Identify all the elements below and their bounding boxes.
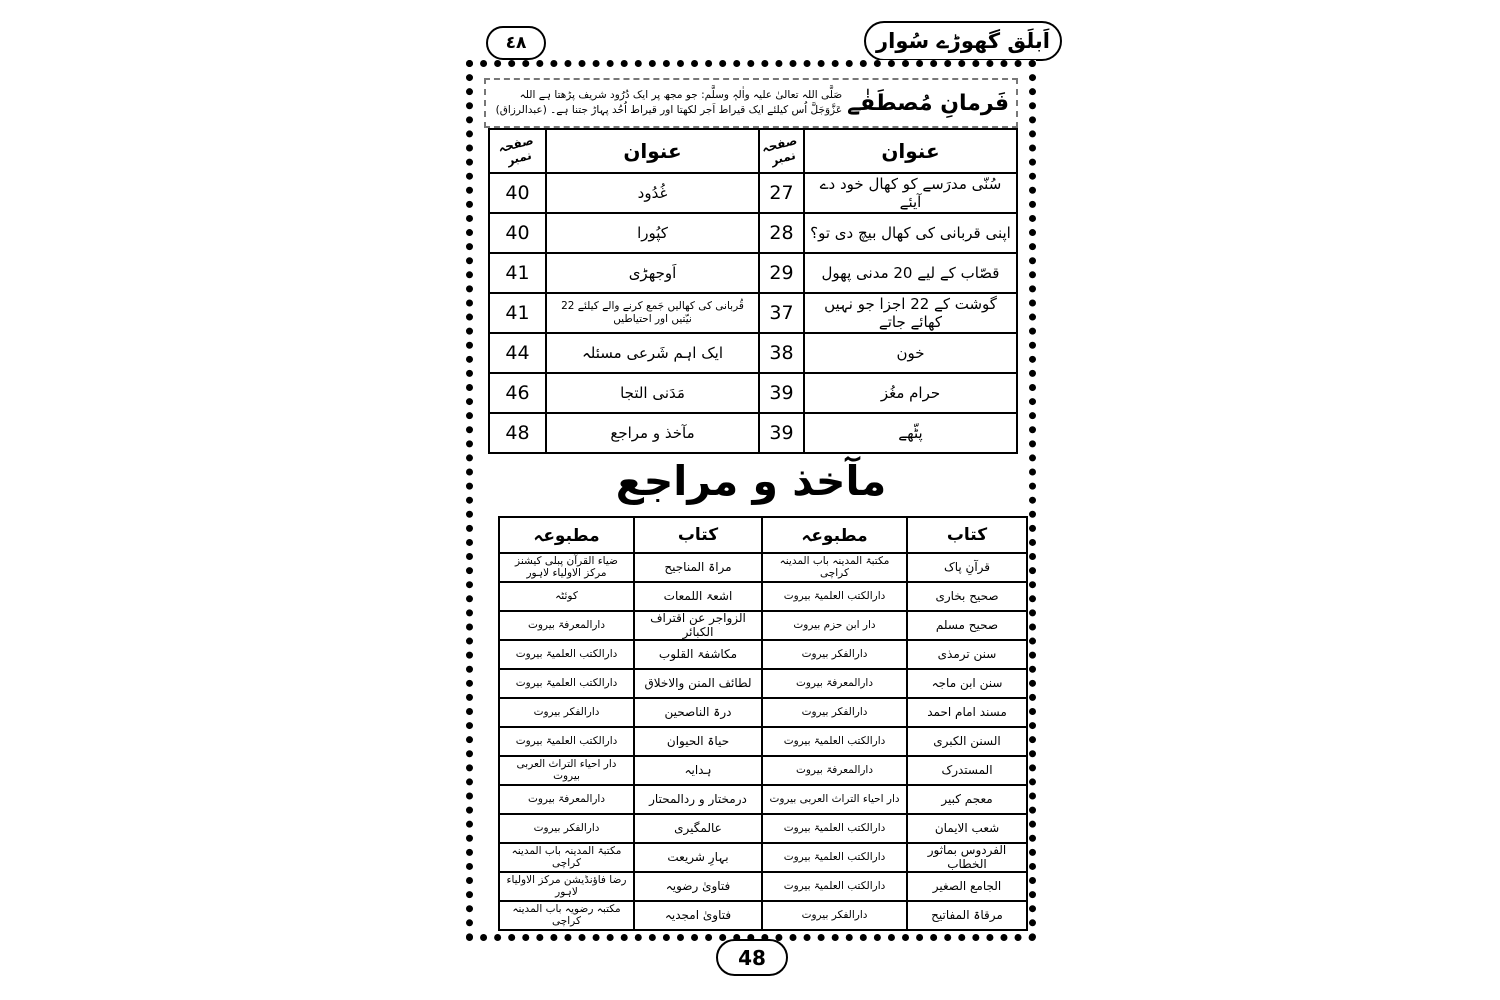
hadith-box bbox=[484, 78, 1018, 128]
refs-header-book-left: کتاب bbox=[634, 517, 762, 553]
reference-row bbox=[499, 698, 1027, 727]
page-number-top-badge bbox=[486, 26, 546, 60]
ref-publisher-left: کوئٹہ bbox=[499, 582, 634, 611]
toc-page-right: 27 bbox=[759, 173, 804, 213]
reference-row bbox=[499, 727, 1027, 756]
toc-header-page-right: صفحہ نمبر bbox=[754, 124, 808, 178]
ref-publisher-left: مکتبہ رضویہ باب المدینہ کراچی bbox=[499, 901, 634, 930]
toc-page-left: 41 bbox=[489, 293, 546, 333]
reference-row bbox=[499, 582, 1027, 611]
book-title-label: اَبلَق گھوڑے سُوار bbox=[876, 29, 1050, 53]
ref-book-right: الجامع الصغیر bbox=[907, 872, 1027, 901]
ref-book-left: لطائف المنن والاخلاق bbox=[634, 669, 762, 698]
table-of-contents bbox=[488, 128, 1018, 454]
toc-row bbox=[489, 333, 1017, 373]
refs-header-book-right: کتاب bbox=[907, 517, 1027, 553]
toc-header-title-right: عنوان bbox=[804, 129, 1017, 173]
refs-header-publisher-right: مطبوعہ bbox=[762, 517, 907, 553]
ref-book-left: عالمگیری bbox=[634, 814, 762, 843]
toc-title-left: ایک اہم شَرعی مسئلہ bbox=[546, 333, 759, 373]
reference-row bbox=[499, 843, 1027, 872]
ref-book-left: اشعۃ اللمعات bbox=[634, 582, 762, 611]
ref-book-right: السنن الکبری bbox=[907, 727, 1027, 756]
hadith-lead: فَرمانِ مُصطَفٰے bbox=[847, 90, 1009, 116]
ref-publisher-right: دارالکتب العلمیۃ بیروت bbox=[762, 582, 907, 611]
ref-publisher-right: دار ابن حزم بیروت bbox=[762, 611, 907, 640]
ref-book-right: شعب الایمان bbox=[907, 814, 1027, 843]
reference-row bbox=[499, 785, 1027, 814]
ref-book-left: درۃ الناصحین bbox=[634, 698, 762, 727]
ref-publisher-right: دارالکتب العلمیۃ بیروت bbox=[762, 814, 907, 843]
toc-header-page-left: صفحہ نمبر bbox=[485, 123, 551, 179]
toc-page-right: 38 bbox=[759, 333, 804, 373]
toc-row bbox=[489, 373, 1017, 413]
toc-page-left: 44 bbox=[489, 333, 546, 373]
toc-row bbox=[489, 293, 1017, 333]
ref-publisher-right: دارالمعرفۃ بیروت bbox=[762, 756, 907, 785]
toc-title-right: خون bbox=[804, 333, 1017, 373]
ref-publisher-left: ضیاء القرآن پبلی کیشنز مرکز الاولیاء لاہور bbox=[499, 553, 634, 582]
ref-book-right: مرقاۃ المفاتیح bbox=[907, 901, 1027, 930]
toc-title-left: غُدُود bbox=[546, 173, 759, 213]
ref-publisher-right: دارالفکر بیروت bbox=[762, 698, 907, 727]
ref-book-left: فتاویٰ امجدیہ bbox=[634, 901, 762, 930]
reference-row bbox=[499, 640, 1027, 669]
toc-title-left: مَدَنی التجا bbox=[546, 373, 759, 413]
toc-title-left: مآخذ و مراجع bbox=[546, 413, 759, 453]
ref-publisher-right: دارالفکر بیروت bbox=[762, 901, 907, 930]
ref-publisher-left: دار احیاء التراث العربی بیروت bbox=[499, 756, 634, 785]
ref-publisher-left: دارالکتب العلمیۃ بیروت bbox=[499, 640, 634, 669]
toc-page-right: 29 bbox=[759, 253, 804, 293]
toc-row bbox=[489, 253, 1017, 293]
ref-publisher-right: دار احیاء التراث العربی بیروت bbox=[762, 785, 907, 814]
ref-book-left: ہدایہ bbox=[634, 756, 762, 785]
ref-publisher-right: دارالکتب العلمیۃ بیروت bbox=[762, 843, 907, 872]
page-frame bbox=[466, 60, 1036, 941]
toc-page-right: 28 bbox=[759, 213, 804, 253]
toc-title-right: پٹّھے bbox=[804, 413, 1017, 453]
toc-row bbox=[489, 173, 1017, 213]
toc-header-row bbox=[489, 129, 1017, 173]
ref-publisher-left: دارالفکر بیروت bbox=[499, 698, 634, 727]
ref-publisher-right: دارالکتب العلمیۃ بیروت bbox=[762, 727, 907, 756]
toc-title-right: حرام مغُز bbox=[804, 373, 1017, 413]
reference-row bbox=[499, 814, 1027, 843]
references-table bbox=[498, 516, 1028, 931]
toc-header-title-left: عنوان bbox=[546, 129, 759, 173]
ref-book-left: مکاشفۃ القلوب bbox=[634, 640, 762, 669]
ref-book-left: بہارِ شریعت bbox=[634, 843, 762, 872]
toc-title-right: سُنّی مدرَسے کو کھال خود دے آیئے bbox=[804, 173, 1017, 213]
reference-row bbox=[499, 872, 1027, 901]
toc-page-left: 40 bbox=[489, 213, 546, 253]
toc-page-left: 46 bbox=[489, 373, 546, 413]
refs-body bbox=[499, 553, 1027, 930]
toc-title-right: قصّاب کے لیے 20 مدنی پھول bbox=[804, 253, 1017, 293]
ref-publisher-left: دارالکتب العلمیۃ بیروت bbox=[499, 727, 634, 756]
ref-book-left: الزواجر عن اقتراف الکبائر bbox=[634, 611, 762, 640]
toc-title-left: اَوجھڑی bbox=[546, 253, 759, 293]
reference-row bbox=[499, 611, 1027, 640]
ref-book-right: سنن ابن ماجہ bbox=[907, 669, 1027, 698]
reference-row bbox=[499, 756, 1027, 785]
ref-book-right: قرآنِ پاک bbox=[907, 553, 1027, 582]
section-heading: مآخذ و مراجع bbox=[615, 457, 887, 505]
toc-page-left: 41 bbox=[489, 253, 546, 293]
ref-publisher-left: دارالمعرفۃ بیروت bbox=[499, 785, 634, 814]
page-number-bottom-label: 48 bbox=[738, 945, 766, 970]
page-number-top-label: ٤٨ bbox=[505, 33, 527, 53]
ref-book-right: سنن ترمذی bbox=[907, 640, 1027, 669]
reference-row bbox=[499, 901, 1027, 930]
ref-publisher-right: دارالکتب العلمیۃ بیروت bbox=[762, 872, 907, 901]
ref-publisher-left: دارالفکر بیروت bbox=[499, 814, 634, 843]
ref-book-left: درمختار و ردالمحتار bbox=[634, 785, 762, 814]
toc-page-left: 48 bbox=[489, 413, 546, 453]
ref-book-right: صحیح بخاری bbox=[907, 582, 1027, 611]
toc-title-left: کپُورا bbox=[546, 213, 759, 253]
toc-page-left: 40 bbox=[489, 173, 546, 213]
ref-publisher-left: دارالکتب العلمیۃ بیروت bbox=[499, 669, 634, 698]
toc-title-right: گوشت کے 22 اجزا جو نہیں کھائے جاتے bbox=[804, 293, 1017, 333]
ref-book-right: مسند امام احمد bbox=[907, 698, 1027, 727]
ref-publisher-left: مکتبۃ المدینہ باب المدینہ کراچی bbox=[499, 843, 634, 872]
ref-book-left: مراۃ المناجیح bbox=[634, 553, 762, 582]
toc-row bbox=[489, 413, 1017, 453]
ref-book-right: معجم کبیر bbox=[907, 785, 1027, 814]
ref-publisher-right: دارالفکر بیروت bbox=[762, 640, 907, 669]
ref-book-right: الفردوس بماثور الخطاب bbox=[907, 843, 1027, 872]
toc-title-left: قُربانی کی کھالیں جَمع کرنے والے کیلئے 22 نیّتیں اور احتیاطیں bbox=[546, 293, 759, 333]
ref-book-left: فتاویٰ رضویہ bbox=[634, 872, 762, 901]
toc-page-right: 37 bbox=[759, 293, 804, 333]
ref-publisher-left: دارالمعرفۃ بیروت bbox=[499, 611, 634, 640]
hadith-text: صَلَّی اللہ تعالیٰ علیہ واٰلہٖ وسلَّم: جو مجھ پر ایک دُرُود شریف پڑھتا ہے اللہ عَزَّوَجَلَّ اُس کیلئے ایک قیراط اَجر لکھتا اور قیراط اُحُد پہاڑ جتنا ہے۔ (عبدالرزاق) bbox=[495, 88, 843, 116]
toc-page-right: 39 bbox=[759, 373, 804, 413]
reference-row bbox=[499, 669, 1027, 698]
book-title-badge bbox=[864, 21, 1062, 61]
toc-title-right: اپنی قربانی کی کھال بیچ دی تو؟ bbox=[804, 213, 1017, 253]
ref-book-left: حیاۃ الحیوان bbox=[634, 727, 762, 756]
ref-publisher-right: مکتبۃ المدینہ باب المدینہ کراچی bbox=[762, 553, 907, 582]
ref-book-right: صحیح مسلم bbox=[907, 611, 1027, 640]
toc-row bbox=[489, 213, 1017, 253]
refs-header-publisher-left: مطبوعہ bbox=[499, 517, 634, 553]
reference-row bbox=[499, 553, 1027, 582]
ref-book-right: المستدرک bbox=[907, 756, 1027, 785]
refs-header-row bbox=[499, 517, 1027, 553]
toc-body bbox=[489, 173, 1017, 453]
ref-publisher-right: دارالمعرفۃ بیروت bbox=[762, 669, 907, 698]
ref-publisher-left: رضا فاؤنڈیشن مرکز الاولیاء لاہور bbox=[499, 872, 634, 901]
toc-page-right: 39 bbox=[759, 413, 804, 453]
page-number-bottom-badge bbox=[716, 939, 788, 976]
